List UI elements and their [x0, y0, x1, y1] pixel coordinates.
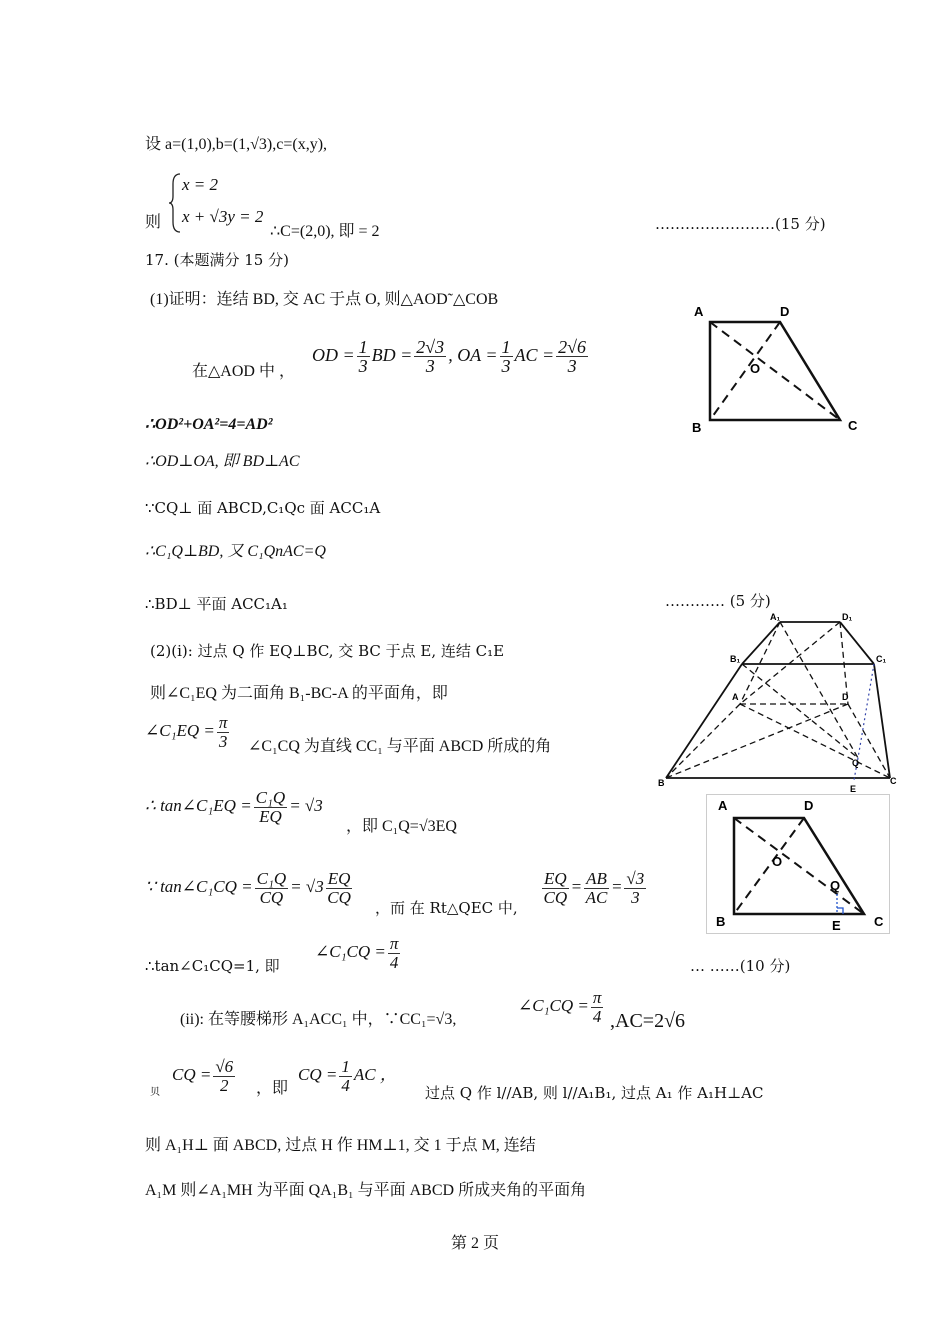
vector-definition: 设 a=(1,0),b=(1,√3),c=(x,y),	[145, 136, 328, 153]
dihedral-angle-line: 则∠C₁EQ 为二面角 B₁-BC-A 的平面角，即	[150, 685, 448, 702]
system-result: ∴C=(2,0), 即 = 2	[270, 223, 380, 240]
cq-ji: ，即	[256, 1080, 289, 1097]
svg-text:B: B	[692, 420, 702, 435]
svg-text:Q: Q	[852, 758, 860, 768]
system-eq2: x + √3y = 2	[182, 207, 264, 226]
angle-c1cq-pi4-b: ∠C₁CQ = $\frac{\pi}{4}$	[518, 987, 602, 1026]
svg-text:D: D	[842, 692, 849, 702]
part-2i: (2)(i): 过点 Q 作 EQ⊥BC, 交 BC 于点 E, 连结 C₁E	[150, 642, 505, 660]
tan-c1eq-formula: ∴ tan∠C₁EQ = $\frac{\text{C₁Q}}{EQ}$ = √3	[145, 787, 323, 826]
cq-formula: CQ = $\frac{√6}{2}$	[172, 1056, 234, 1095]
angle-c1cq-description: ∠C₁CQ 为直线 CC₁ 与平面 ABCD 所成的角	[248, 738, 552, 755]
svg-text:A: A	[694, 304, 704, 319]
page-number: 第 2 页	[450, 1235, 499, 1252]
ac-value: ,AC=2√6	[610, 1010, 686, 1032]
svg-text:O: O	[750, 361, 761, 376]
svg-text:Q: Q	[830, 878, 841, 893]
in-triangle-aod: 在△AOD 中 ，	[192, 363, 295, 380]
tan-equals-one: ∴tan∠C₁CQ=1, 即	[145, 957, 280, 975]
pre-cq-marker: 贝	[150, 1087, 160, 1098]
frustum-figure	[652, 608, 900, 796]
od-oa-formula: OD = $\frac{1}{3}$ BD = $\frac{2√3}{3}$ , OA = $\frac{1}{3}$ AC = $\frac{2√6}{3}$	[312, 337, 587, 377]
part-2ii: (ii): 在等腰梯形 A₁ACC₁ 中，∵CC₁=√3,	[180, 1011, 457, 1028]
svg-text:C: C	[848, 418, 858, 433]
bd-perp-plane: ∴BD⊥ 平面 ACC₁A₁	[145, 595, 288, 613]
c1q-perp-line: ∴C₁Q⊥BD, 又 C₁QnAC=Q	[145, 543, 326, 560]
ratio-formula: $\frac{EQ}{CQ}$ = $\frac{AB}{AC}$ = $\frac{√3}{3}$	[543, 868, 645, 907]
svg-text:D: D	[804, 798, 814, 813]
system-brace	[168, 172, 182, 234]
parallel-line-l: 过点 Q 作 l//AB, 则 l//A₁B₁, 过点 A₁ 作 A₁H⊥AC	[425, 1084, 764, 1102]
svg-text:A₁: A₁	[770, 612, 781, 622]
svg-text:E: E	[850, 784, 857, 794]
svg-text:B₁: B₁	[730, 654, 741, 664]
angle-c1cq-pi4: ∠C₁CQ = $\frac{\pi}{4}$	[315, 933, 399, 972]
system-label: 则	[145, 214, 162, 231]
system-eq1: x = 2	[182, 175, 219, 194]
question-17-title: 17. (本题满分 15 分)	[145, 251, 289, 269]
svg-text:C: C	[874, 914, 884, 929]
c1q-relation: ，即 C₁Q=√3EQ	[346, 818, 457, 835]
trapezoid-figure-2	[706, 794, 890, 934]
svg-text:D: D	[780, 304, 790, 319]
rt-triangle-qec: ，而 在 Rt△QEC 中,	[375, 899, 518, 917]
a1m-angle-line: A₁M 则∠A₁MH 为平面 QA₁B₁ 与平面 ABCD 所成夹角的平面角	[145, 1182, 587, 1199]
trapezoid-figure-1	[688, 298, 868, 438]
svg-text:E: E	[832, 918, 841, 933]
svg-text:A: A	[732, 692, 739, 702]
a1h-perp-line: 则 A₁H⊥ 面 ABCD, 过点 H 作 HM⊥1, 交 1 于点 M, 连结	[145, 1137, 536, 1154]
part-1-proof: (1)证明：连结 BD, 交 AC 于点 O, 则△AOD˜△COB	[150, 291, 499, 308]
svg-text:O: O	[772, 854, 783, 869]
svg-text:B: B	[716, 914, 726, 929]
od-squared-line: ∴OD²+OA²=4=AD²	[145, 416, 273, 433]
svg-text:A: A	[718, 798, 728, 813]
svg-text:C: C	[890, 776, 897, 786]
svg-text:B: B	[658, 778, 665, 788]
score-5: ………… (5 分)	[665, 592, 771, 610]
od-perp-line: ∴OD⊥OA, 即 BD⊥AC	[145, 453, 300, 470]
tan-c1cq-formula: ∵ tan∠C₁CQ = $\frac{\text{C₁Q}}{CQ}$ = √3 $\frac{EQ}{CQ}$	[145, 868, 351, 907]
score-10: … ……(10 分)	[690, 957, 791, 975]
score-15: ……………………(15 分)	[655, 215, 826, 233]
angle-c1eq-formula: ∠C₁EQ = $\frac{\pi}{3}$	[145, 712, 228, 751]
svg-text:C₁: C₁	[876, 654, 887, 664]
cq-perp-line: ∵CQ⊥ 面 ABCD,C₁Qc 面 ACC₁A	[145, 499, 381, 517]
cq-quarter-ac: CQ = $\frac{1}{4}$ AC ，	[298, 1056, 397, 1095]
svg-text:D₁: D₁	[842, 612, 853, 622]
